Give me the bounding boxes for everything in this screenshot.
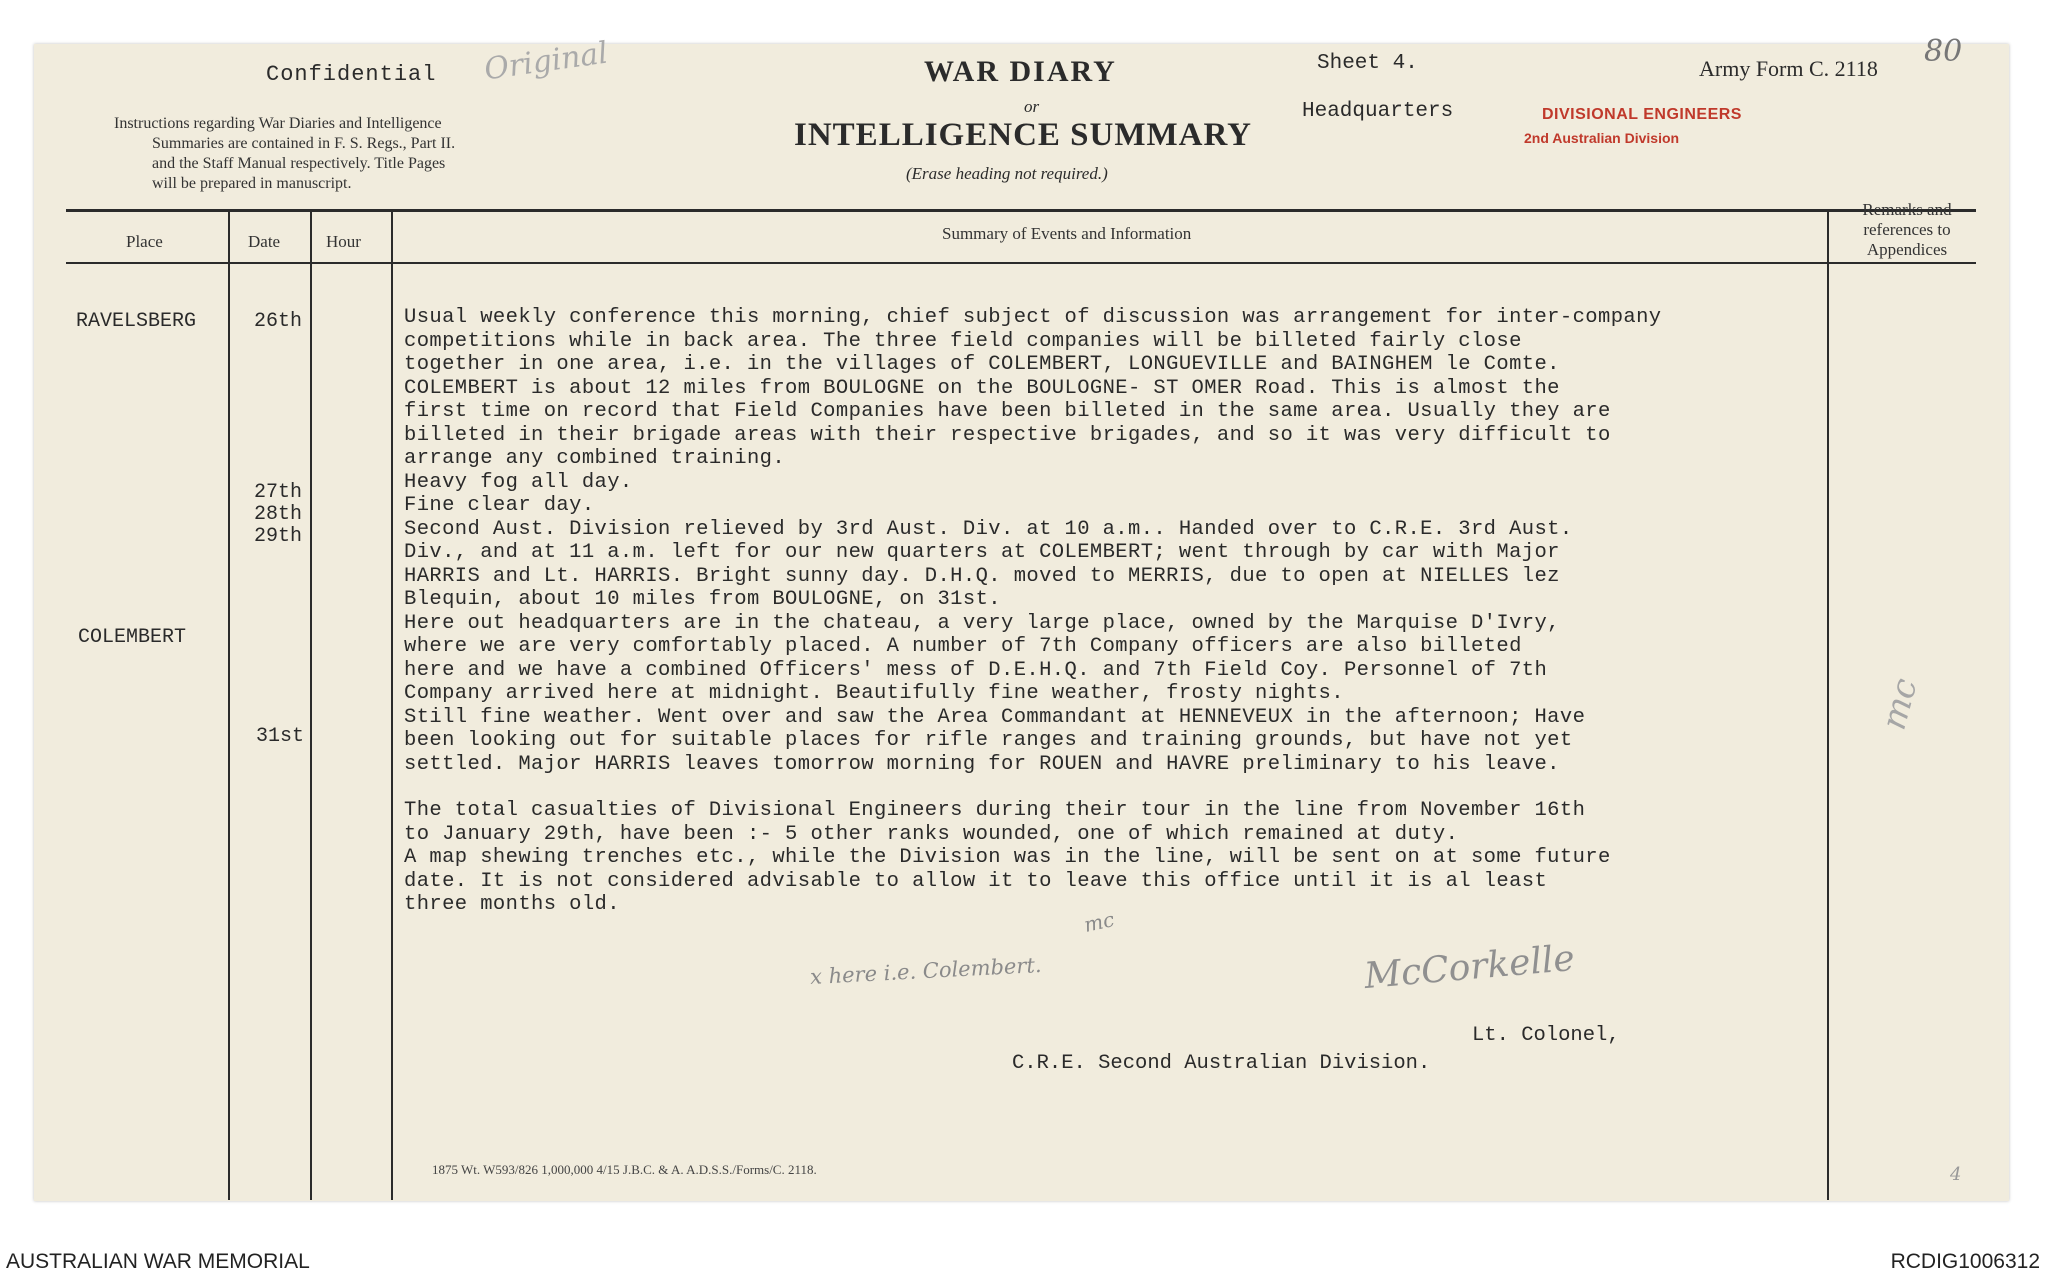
summary-line: settled. Major HARRIS leaves tomorrow morning for ROUEN and HAVRE preliminary to his leave.	[404, 752, 1560, 776]
summary-line: A map shewing trenches etc., while the Division was in the line, will be sent on at some future	[404, 846, 1611, 869]
column-header-hour: Hour	[326, 232, 361, 251]
summary-line: Still fine weather. Went over and saw the Area Commandant at HENNEVEUX in the afternoon; Have	[404, 705, 1586, 729]
signoff-title: C.R.E. Second Australian Division.	[1012, 1052, 1431, 1075]
instruction-line: and the Staff Manual respectively. Title Pages	[152, 155, 446, 172]
handwritten-initials: mc	[1081, 907, 1117, 937]
date-28th: 28th	[254, 503, 303, 526]
title-erase-note: (Erase heading not required.)	[906, 164, 1108, 183]
summary-line: Company arrived here at midnight. Beautifully fine weather, frosty nights.	[404, 682, 1344, 705]
column-header-rule	[66, 262, 1976, 264]
summary-line: COLEMBERT is about 12 miles from BOULOGNE on the BOULOGNE- ST OMER Road. This is almost the	[404, 376, 1560, 400]
summary-line: here and we have a combined Officers' mess of D.E.H.Q. and 7th Field Coy. Personnel of 7th	[404, 658, 1548, 682]
footer-record-id: RCDIG1006312	[1890, 1250, 2040, 1273]
date-29th: 29th	[254, 525, 303, 548]
column-header-remarks	[1844, 200, 1970, 260]
summary-line: arrange any combined training.	[404, 447, 786, 470]
remarks-header-line: Remarks and	[1862, 200, 1952, 219]
confidential-label: Confidential	[266, 62, 437, 87]
summary-text	[404, 306, 1804, 917]
summary-line: Usual weekly conference this morning, chief subject of discussion was arrangement for inter-company	[404, 306, 1662, 329]
signoff-rank: Lt. Colonel,	[1472, 1024, 1620, 1047]
handwritten-signature: McCorkelle	[1362, 937, 1577, 998]
stamp-line-2: 2nd Australian Division	[1524, 130, 1680, 146]
summary-line: Fine clear day.	[404, 494, 595, 517]
summary-line: date. It is not considered advisable to allow it to leave this office until it is al least	[404, 869, 1548, 893]
remarks-header-line: references to	[1863, 220, 1951, 239]
handwritten-original-note: Original	[482, 35, 610, 88]
divisional-engineers-stamp	[1524, 106, 1742, 146]
diary-sheet	[34, 34, 2009, 1201]
footer-collection-label: AUSTRALIAN WAR MEMORIAL	[6, 1250, 310, 1273]
date-27th: 27th	[254, 481, 303, 504]
summary-line: Heavy fog all day.	[404, 470, 633, 494]
headquarters-label: Headquarters	[1302, 100, 1454, 123]
summary-line: been looking out for suitable places for rifle ranges and training grounds, but have not yet	[404, 729, 1573, 752]
title-war-diary: WAR DIARY	[924, 55, 1117, 88]
instruction-line: will be prepared in manuscript.	[152, 175, 352, 192]
instruction-line: Summaries are contained in F. S. Regs., Part II.	[152, 135, 456, 152]
summary-line: HARRIS and Lt. HARRIS. Bright sunny day. D.H.Q. moved to MERRIS, due to open at NIELLES lez	[404, 564, 1560, 588]
stamp-line-1: DIVISIONAL ENGINEERS	[1542, 106, 1742, 123]
summary-line: Second Aust. Division relieved by 3rd Aust. Div. at 10 a.m.. Handed over to C.R.E. 3rd Aust.	[404, 517, 1573, 541]
handwritten-margin-note: x here i.e. Colembert.	[809, 952, 1043, 990]
handwritten-folio-number: 80	[1924, 34, 1963, 69]
title-intelligence-summary: INTELLIGENCE SUMMARY	[794, 117, 1252, 153]
summary-line: Here out headquarters are in the chateau, a very large place, owned by the Marquise D'Ivry,	[404, 611, 1560, 635]
title-or: or	[1024, 97, 1040, 116]
instruction-line: Instructions regarding War Diaries and Intelligence	[114, 115, 442, 132]
summary-line: three months old.	[404, 893, 620, 916]
summary-remarks-divider	[1827, 210, 1829, 1200]
remarks-header-line: Appendices	[1866, 240, 1948, 259]
summary-line: Blequin, about 10 miles from BOULOGNE, on 31st.	[404, 588, 1001, 611]
place-date-divider	[228, 210, 230, 1200]
corner-mark: 4	[1950, 1164, 1962, 1185]
column-header-place: Place	[126, 232, 163, 251]
summary-line: to January 29th, have been :- 5 other ranks wounded, one of which remained at duty.	[404, 822, 1459, 846]
summary-line: first time on record that Field Companies have been billeted in the same area. Usually they are	[404, 400, 1611, 423]
summary-line: The total casualties of Divisional Engineers during their tour in the line from November 16th	[404, 799, 1586, 822]
hour-summary-divider	[391, 210, 393, 1200]
column-header-date: Date	[248, 232, 281, 251]
instructions-block	[114, 114, 455, 194]
summary-line: where we are very comfortably placed. A number of 7th Company officers are also billeted	[404, 635, 1522, 658]
place-ravelsberg: RAVELSBERG	[76, 310, 197, 333]
table-top-rule	[66, 209, 1976, 212]
summary-line: competitions while in back area. The three field companies will be billeted fairly close	[404, 329, 1522, 353]
print-code: 1875 Wt. W593/826 1,000,000 4/15 J.B.C. & A. A.D.S.S./Forms/C. 2118.	[432, 1162, 817, 1177]
date-31st: 31st	[256, 725, 305, 748]
date-hour-divider	[310, 210, 312, 1200]
column-header-summary: Summary of Events and Information	[942, 224, 1192, 243]
summary-line: Div., and at 11 a.m. left for our new quarters at COLEMBERT; went through by car with Major	[404, 541, 1560, 564]
army-form-label: Army Form C. 2118	[1699, 56, 1878, 81]
place-colembert: COLEMBERT	[78, 626, 187, 649]
summary-line: together in one area, i.e. in the villages of COLEMBERT, LONGUEVILLE and BAINGHEM le Comte.	[404, 353, 1560, 376]
remarks-handwritten-initials: mc	[1873, 674, 1926, 734]
sheet-number: Sheet 4.	[1317, 52, 1418, 75]
date-26th: 26th	[254, 310, 303, 333]
summary-line: billeted in their brigade areas with their respective brigades, and so it was very difficult to	[404, 423, 1611, 447]
